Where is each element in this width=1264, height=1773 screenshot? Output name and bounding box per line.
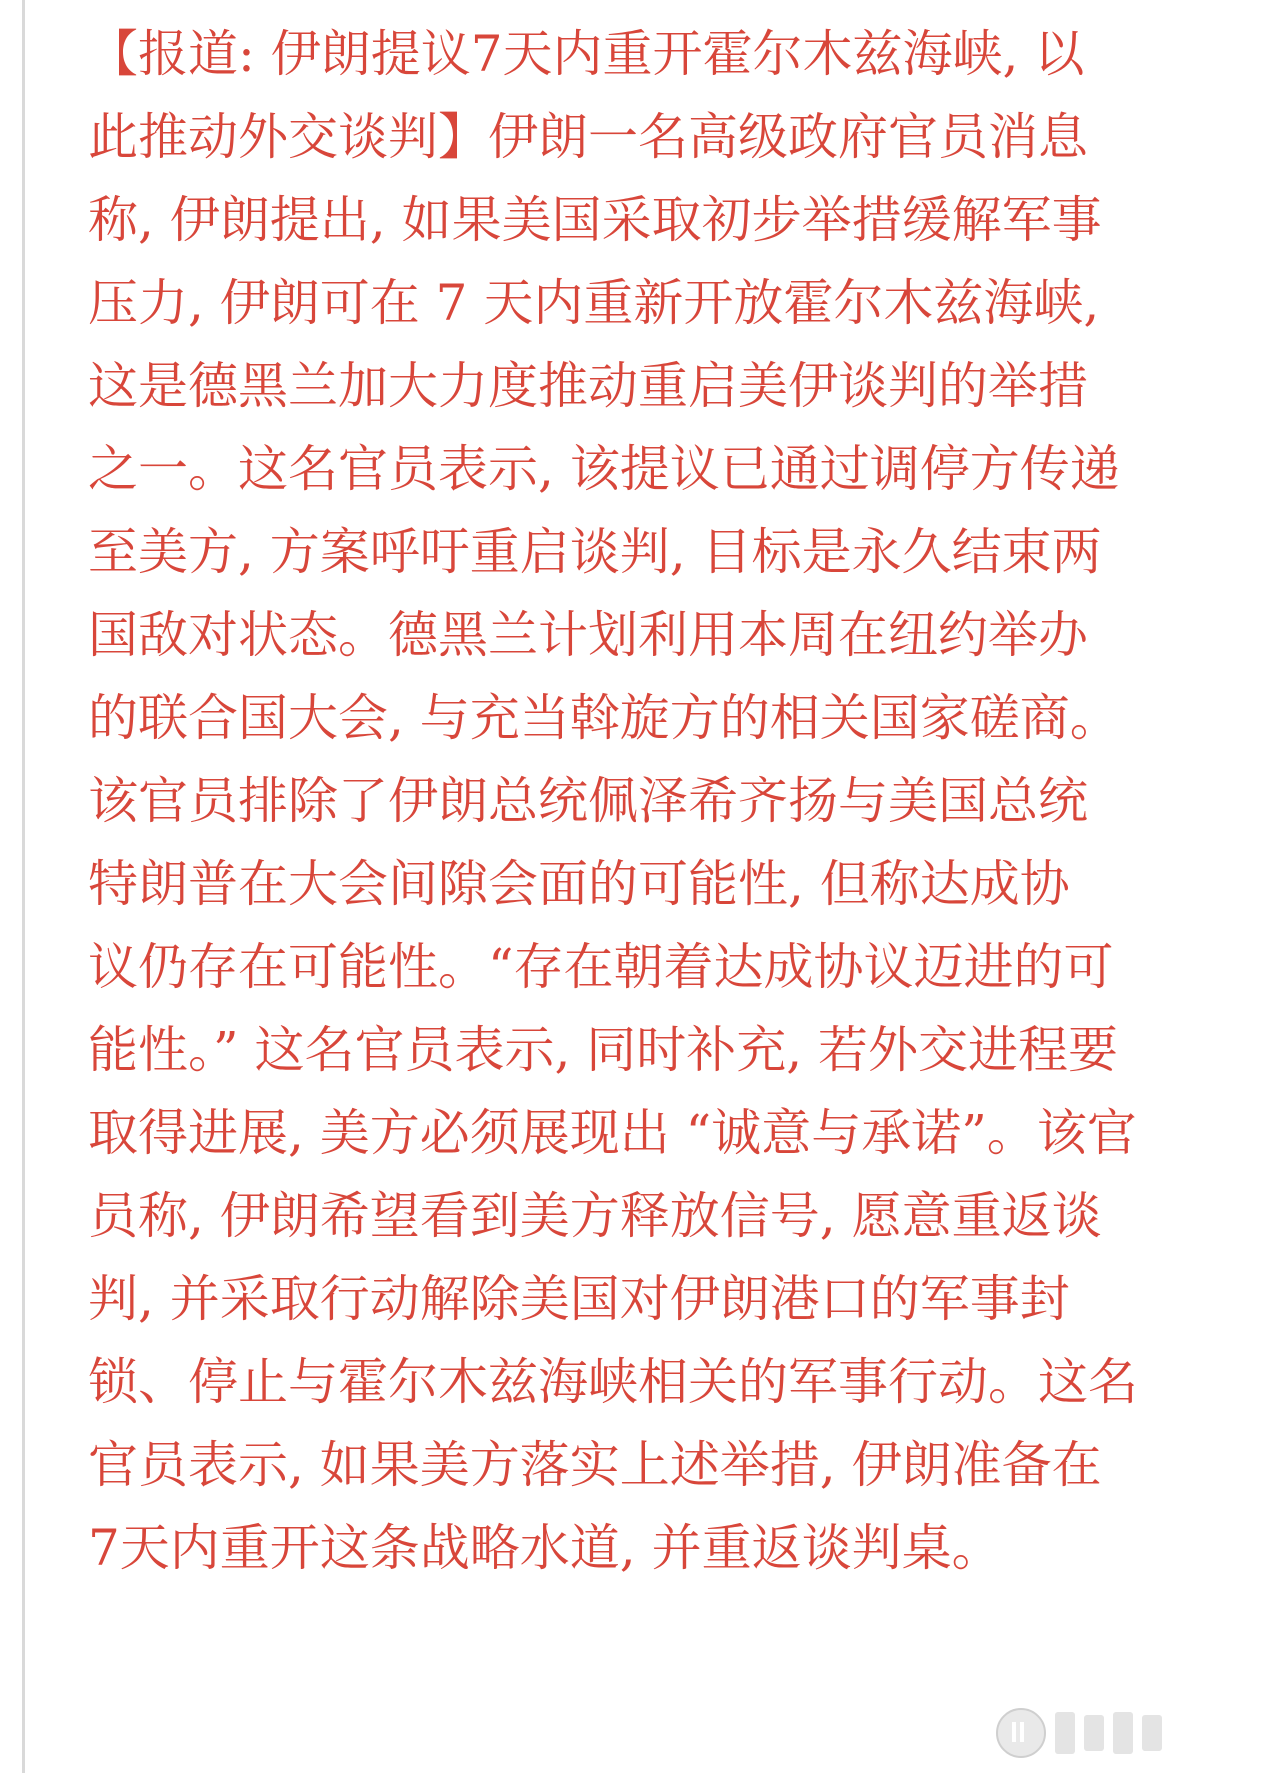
article-line-4: 压力, 伊朗可在 7 天内重新开放霍尔木兹海峡, — [88, 274, 1100, 332]
article-line-10: 该官员排除了伊朗总统佩泽希齐扬与美国总统 — [88, 772, 1088, 830]
watermark-bar-icon — [1084, 1715, 1104, 1751]
left-margin-rule — [22, 0, 25, 1773]
article-line-9: 的联合国大会, 与充当斡旋方的相关国家磋商。 — [88, 689, 1120, 747]
watermark-logo — [996, 1704, 1246, 1762]
article-line-2: 此推动外交谈判】伊朗一名高级政府官员消息 — [88, 108, 1088, 166]
article-line-13: 能性。” 这名官员表示, 同时补充, 若外交进程要 — [88, 1021, 1119, 1079]
article-line-14: 取得进展, 美方必须展现出 “诚意与承诺”。该官 — [88, 1104, 1137, 1162]
article-line-1: 【报道: 伊朗提议7天内重开霍尔木兹海峡, 以 — [88, 25, 1085, 83]
watermark-bubble-icon — [996, 1708, 1046, 1758]
article-line-18: 官员表示, 如果美方落实上述举措, 伊朗准备在 — [88, 1436, 1102, 1494]
article-line-3: 称, 伊朗提出, 如果美国采取初步举措缓解军事 — [88, 191, 1102, 249]
watermark-bar-icon — [1142, 1715, 1162, 1751]
article-line-12: 议仍存在可能性。“存在朝着达成协议迈进的可 — [88, 938, 1114, 996]
article-line-16: 判, 并采取行动解除美国对伊朗港口的军事封 — [88, 1270, 1070, 1328]
article-line-15: 员称, 伊朗希望看到美方释放信号, 愿意重返谈 — [88, 1187, 1102, 1245]
article-line-6: 之一。这名官员表示, 该提议已通过调停方传递 — [88, 440, 1120, 498]
article-line-19: 7天内重开这条战略水道, 并重返谈判桌。 — [88, 1519, 1002, 1577]
watermark-bar-icon — [1113, 1712, 1133, 1754]
article-line-5: 这是德黑兰加大力度推动重启美伊谈判的举措 — [88, 357, 1088, 415]
article-line-8: 国敌对状态。德黑兰计划利用本周在纽约举办 — [88, 606, 1088, 664]
news-article — [88, 0, 1218, 1773]
article-line-7: 至美方, 方案呼吁重启谈判, 目标是永久结束两 — [88, 523, 1102, 581]
article-line-17: 锁、停止与霍尔木兹海峡相关的军事行动。这名 — [88, 1353, 1138, 1411]
watermark-bar-icon — [1055, 1712, 1075, 1754]
article-line-11: 特朗普在大会间隙会面的可能性, 但称达成协 — [88, 855, 1070, 913]
